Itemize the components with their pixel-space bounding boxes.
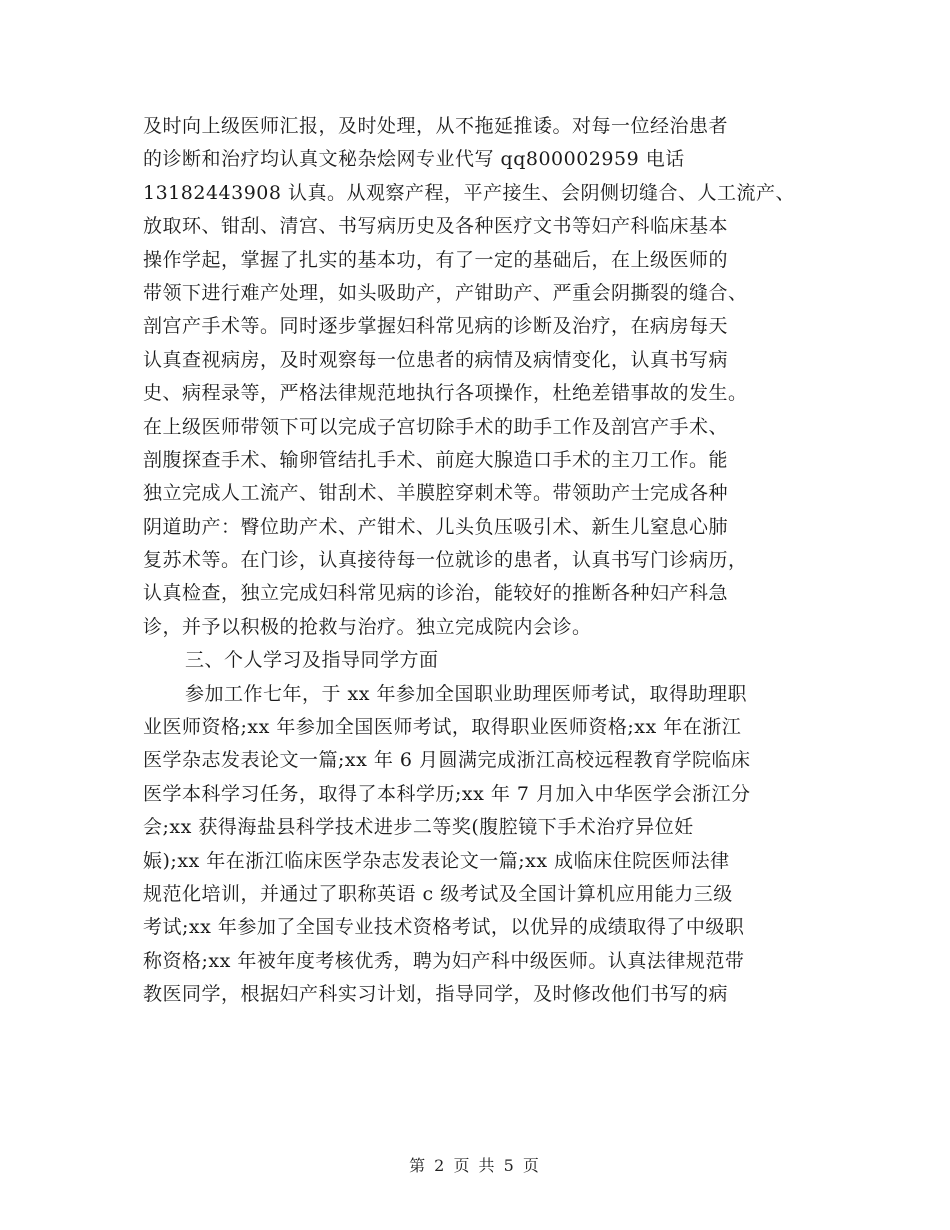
- text-line: 13182443908 认真。从观察产程，平产接生、会阴侧切缝合、人工流产、: [143, 181, 796, 204]
- text-line: 诊，并予以积极的抢救与治疗。独立完成院内会诊。: [143, 615, 592, 638]
- text-line: 剖腹探查手术、输卵管结扎手术、前庭大腺造口手术的主刀工作。能: [143, 448, 729, 471]
- text-line: 操作学起，掌握了扎实的基本功，有了一定的基础后，在上级医师的: [143, 248, 729, 271]
- text-line: 的诊断和治疗均认真文秘杂烩网专业代写 qq800002959 电话: [143, 148, 685, 171]
- text-line: 放取环、钳刮、清宫、书写病历史及各种医疗文书等妇产科临床基本: [143, 215, 729, 238]
- text-line: 独立完成人工流产、钳刮术、羊膜腔穿刺术等。带领助产士完成各种: [143, 482, 729, 505]
- text-line: 认真查视病房，及时观察每一位患者的病情及病情变化，认真书写病: [143, 348, 729, 371]
- text-line: 剖宫产手术等。同时逐步掌握妇科常见病的诊断及治疗，在病房每天: [143, 315, 729, 338]
- text-line: 认真检查，独立完成妇科常见病的诊治，能较好的推断各种妇产科急: [143, 582, 729, 605]
- text-line: 教医同学，根据妇产科实习计划，指导同学，及时修改他们书写的病: [143, 983, 729, 1006]
- page-number-footer: 第 2 页 共 5 页: [409, 1156, 541, 1175]
- text-line: 娠);xx 年在浙江临床医学杂志发表论文一篇;xx 成临床住院医师法律: [143, 849, 730, 872]
- text-line: 在上级医师带领下可以完成子宫切除手术的助手工作及剖宫产手术、: [143, 415, 729, 438]
- text-line: 及时向上级医师汇报，及时处理，从不拖延推诿。对每一位经治患者: [143, 115, 729, 137]
- text-line: 阴道助产：臀位助产术、产钳术、儿头负压吸引术、新生儿窒息心肺: [143, 515, 729, 538]
- paragraph-first-line: 参加工作七年，于 xx 年参加全国职业助理医师考试，取得助理职: [185, 682, 748, 705]
- text-line: 考试;xx 年参加了全国专业技术资格考试，以优异的成绩取得了中级职: [143, 916, 745, 939]
- text-line: 称资格;xx 年被年度考核优秀，聘为妇产科中级医师。认真法律规范带: [143, 949, 745, 972]
- document-body: [143, 110, 833, 1012]
- text-line: 史、病程录等，严格法律规范地执行各项操作，杜绝差错事故的发生。: [143, 382, 748, 405]
- text-line: 规范化培训，并通过了职称英语 c 级考试及全国计算机应用能力三级: [143, 882, 733, 905]
- text-line: 复苏术等。在门诊，认真接待每一位就诊的患者，认真书写门诊病历，: [143, 549, 748, 572]
- text-line: 医学杂志发表论文一篇;xx 年 6 月圆满完成浙江高校远程教育学院临床: [143, 749, 751, 772]
- text-line: 业医师资格;xx 年参加全国医师考试，取得职业医师资格;xx 年在浙江: [143, 716, 742, 739]
- section-heading: 三、个人学习及指导同学方面: [185, 649, 439, 672]
- text-line: 会;xx 获得海盐县科学技术进步二等奖(腹腔镜下手术治疗异位妊: [143, 816, 694, 839]
- text-line: 带领下进行难产处理，如头吸助产，产钳助产、严重会阴撕裂的缝合、: [143, 281, 748, 304]
- text-line: 医学本科学习任务，取得了本科学历;xx 年 7 月加入中华医学会浙江分: [143, 782, 751, 805]
